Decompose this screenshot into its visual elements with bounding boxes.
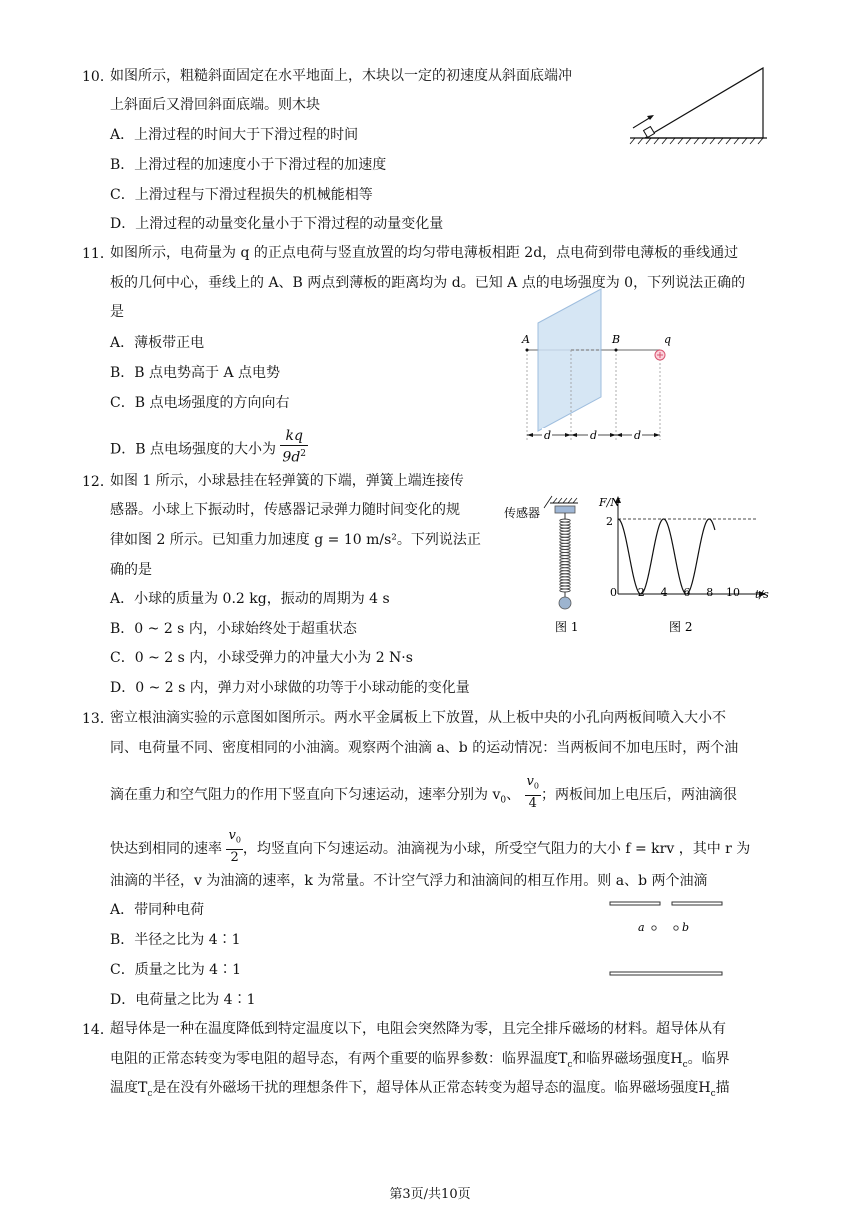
stem-text: 和临界磁场强度H [572,1051,683,1067]
numerator-text: v [228,828,236,843]
distance-label: d [634,429,642,442]
denominator-exponent: 2 [300,449,307,459]
question-stem: 上斜面后又滑回斜面底端。则木块 [110,97,320,113]
stem-text: 、 [506,786,521,803]
question-stem [110,1078,730,1104]
question-stem [110,830,750,868]
stem-text: 电阻的正常态转变为零电阻的超导态，有两个重要的临界参数：临界温度T [110,1051,568,1067]
question-number: 12． [82,474,114,490]
option-c: C．上滑过程与下滑过程损失的机械能相等 [110,187,373,203]
figure-2-caption: 图 2 [669,620,693,634]
question-stem: 超导体是一种在温度降低到特定温度以下，电阻会突然降为零，且完全排斥磁场的材料。超导体从有 [110,1021,726,1037]
stem-text: ，均竖直向下匀速运动。油滴视为小球，所受空气阻力的大小 f = krv ，其中 r 为 [242,840,751,857]
question-stem [110,1049,730,1075]
fraction-numerator: kq [280,428,308,446]
question-stem: 板的几何中心，垂线上的 A、B 两点到薄板的距离均为 d。已知 A 点的电场强度为 0，下列说法正确的 [110,275,746,291]
option-d [110,430,308,469]
stem-text: 快达到相同的速率 [110,840,222,857]
stem-text: 是在没有外磁场干扰的理想条件下，超导体从正常态转变为超导态的温度。临界磁场强度H [152,1080,711,1096]
stem-text: 温度T [110,1080,148,1096]
subscript: c [710,1088,716,1099]
option-d: D．0 ~ 2 s 内，弹力对小球做的功等于小球动能的变化量 [110,680,470,696]
question-stem: 律如图 2 所示。已知重力加速度 g = 10 m/s²。下列说法正 [110,532,481,548]
subscript: 0 [533,781,539,791]
stem-text: 滴在重力和空气阻力的作用下竖直向下匀速运动，速率分别为 v [110,786,501,803]
millikan-plates-figure [605,898,725,980]
droplet-a [652,926,656,930]
droplet-a-label: a [638,921,645,934]
fraction-denominator [280,446,308,467]
option-d-text: D．B 点电场强度的大小为 [110,441,276,458]
question-stem: 如图所示，电荷量为 q 的正点电荷与竖直放置的均匀带电薄板相距 2d，点电荷到带电薄板的垂线通过 [110,245,739,261]
x-tick-label: 2 [637,586,645,599]
question-stem: 是 [110,304,124,320]
y-tick-label: 2 [606,515,613,528]
option-c: C．质量之比为 4∶1 [110,962,241,978]
origin-label: 0 [610,586,617,599]
incline-figure [625,62,775,146]
droplet-b-label: b [682,921,690,934]
question-stem: 密立根油滴实验的示意图如图所示。两水平金属板上下放置，从上板中央的小孔向两板间喷入大小不 [110,710,726,726]
question-number: 11． [82,246,114,262]
x-tick-label: 8 [706,586,714,599]
force-series-line [618,519,715,594]
spring-sensor-figure [500,494,600,644]
question-stem: 如图所示，粗糙斜面固定在水平地面上，木块以一定的初速度从斜面底端冲 [110,68,572,84]
stem-text: 描 [715,1080,730,1096]
charged-plate-figure [515,285,685,447]
label-q: q [664,333,672,346]
fraction [280,428,308,467]
option-b: B．B 点电势高于 A 点电势 [110,365,281,381]
numerator-text: v [526,774,534,789]
question-number: 13． [82,711,114,727]
denominator-text: 9d [282,449,301,466]
distance-label: d [544,429,552,442]
option-c: C．0 ~ 2 s 内，小球受弹力的冲量大小为 2 N·s [110,650,413,666]
label-b: B [612,333,621,346]
subscript: 0 [500,795,507,806]
option-d: D．电荷量之比为 4∶1 [110,992,256,1008]
fraction-denominator: 4 [528,795,537,811]
question-stem: 如图 1 所示，小球悬挂在轻弹簧的下端，弹簧上端连接传 [110,473,464,489]
fraction-denominator: 2 [230,849,239,865]
subscript: 0 [235,835,241,845]
x-tick-label: 4 [660,586,668,599]
droplet-b [674,926,678,930]
question-stem: 确的是 [110,562,152,578]
option-a: A．带同种电荷 [110,902,205,918]
option-a: A．上滑过程的时间大于下滑过程的时间 [110,127,359,143]
page-footer: 第3页/共10页 [389,1187,471,1202]
force-time-chart [599,490,773,640]
x-tick-label: 6 [683,586,691,599]
question-stem: 同、电荷量不同、密度相同的小油滴。观察两个油滴 a、b 的运动情况：当两板间不加电压时，两个油 [110,740,739,756]
x-tick-label: 10 [726,586,740,599]
sensor-label: 传感器 [504,506,541,520]
option-b: B．半径之比为 4∶1 [110,932,241,948]
fraction-numerator [226,828,242,850]
distance-label: d [590,429,598,442]
option-d: D．上滑过程的动量变化量小于下滑过程的动量变化量 [110,216,444,232]
fraction [226,828,242,866]
question-stem: 感器。小球上下振动时，传感器记录弹力随时间变化的规 [110,502,460,518]
figure-1-caption: 图 1 [555,620,579,634]
subscript: c [682,1059,688,1070]
question-number: 14． [82,1022,114,1038]
fraction-numerator [525,774,541,796]
option-c: C．B 点电场强度的方向向右 [110,395,290,411]
subscript: c [147,1088,153,1099]
question-stem: 油滴的半径，v 为油滴的速率，k 为常量。不计空气浮力和油滴间的相互作用。则 a、b 两个油滴 [110,873,708,889]
label-a: A [522,333,530,346]
option-a: A．薄板带正电 [110,335,205,351]
option-b: B．0 ~ 2 s 内，小球始终处于超重状态 [110,621,357,637]
stem-text: 。临界 [687,1051,730,1067]
option-a: A．小球的质量为 0.2 kg，振动的周期为 4 s [110,591,390,607]
y-axis-label: F/N [599,496,620,509]
subscript: c [567,1059,573,1070]
question-number: 10． [82,69,114,85]
x-axis-label: t/s [755,588,769,601]
option-b: B．上滑过程的加速度小于下滑过程的加速度 [110,157,387,173]
question-stem [110,776,737,814]
stem-text: ；两板间加上电压后，两油滴很 [541,786,737,803]
fraction [525,774,541,812]
